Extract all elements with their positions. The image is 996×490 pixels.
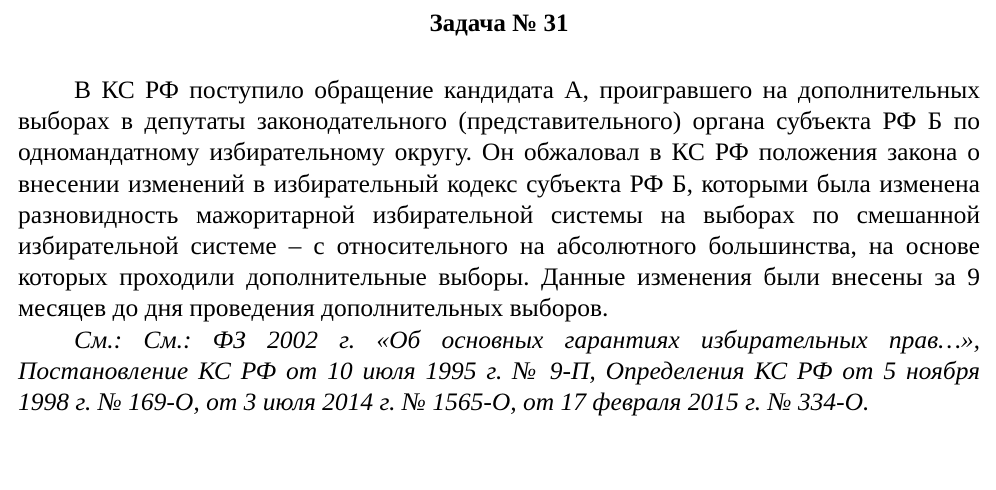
legal-references-paragraph: См.: См.: ФЗ 2002 г. «Об основных гарантиях избирательных прав…», Постановление КС РФ от 10 июля 1995 г. № 9-П, Определения КС РФ от 5 ноября 1998 г. № 169-О, от 3 июля 2014 г. № 1565-О, от 17 февраля 2015 г. № 334-О. [18,324,980,417]
task-body-paragraph: В КС РФ поступило обращение кандидата А, проигравшего на дополнительных выборах в депутаты законодательного (представительного) органа субъекта РФ Б по одномандатному избирательному округу. Он обжаловал в КС РФ положения закона о внесении изменений в избирательный кодекс субъекта РФ Б, которыми была изменена разновидность мажоритарной избирательной системы на выборах по смешанной избирательной системе – с относительного на абсолютного большинства, на основе которых проходили дополнительные выборы. Данные изменения были внесены за 9 месяцев до дня проведения дополнительных выборов. [18,75,980,323]
task-title: Задача № 31 [429,10,569,37]
